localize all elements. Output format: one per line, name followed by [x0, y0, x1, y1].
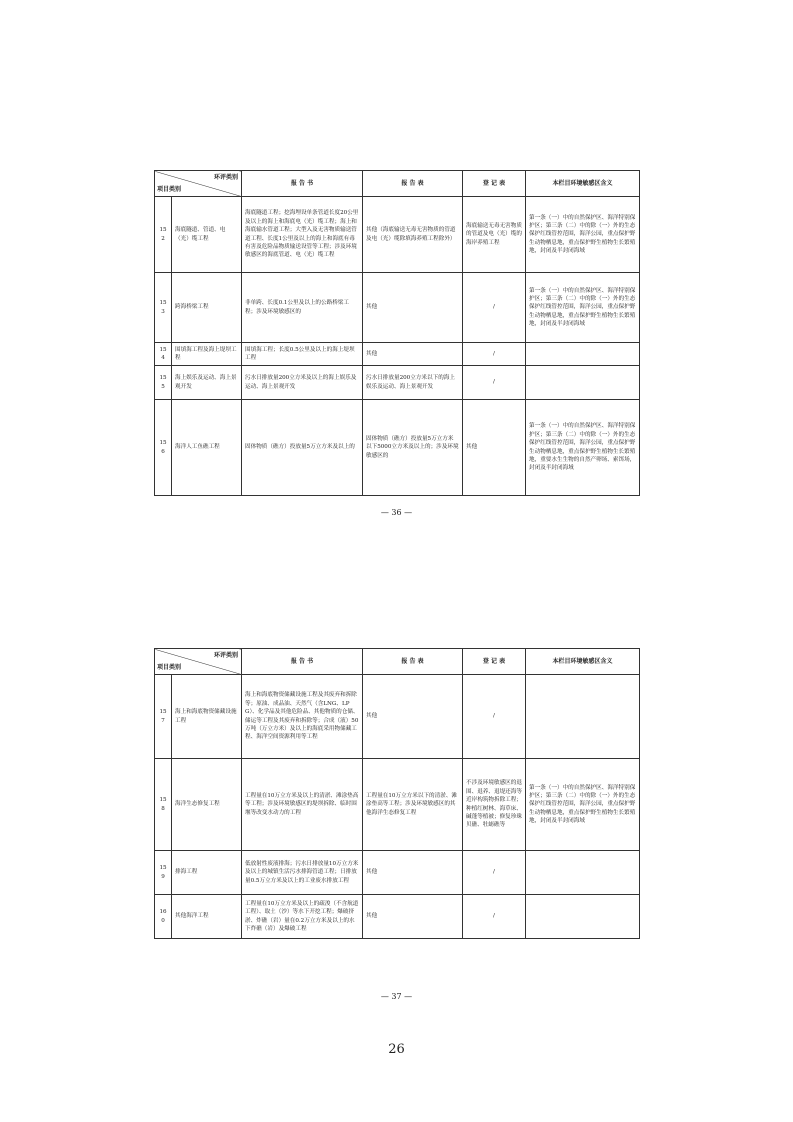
report-form-cell: 其他（海底输送无毒无害物质的管道及电（光）缆除填海养殖工程除外）: [363, 197, 463, 273]
report-book-cell: 非单跨、长度0.1公里及以上的公路桥梁工程；涉及环境敏感区的: [242, 273, 363, 343]
registration-cell: /: [463, 895, 526, 939]
project-category: 海底隧道、管道、电（光）缆工程: [172, 197, 242, 273]
project-category: 围填海工程及海上堤坝工程: [172, 343, 242, 366]
report-form-cell: 污水日排放量200立方米以下的海上娱乐及运动、海上景观开发: [363, 366, 463, 400]
report-form-cell: 其他: [363, 273, 463, 343]
row-number: 158: [155, 759, 172, 851]
table-row: [155, 343, 640, 366]
report-book-cell: 固体物质（礁方）投放量5万立方米及以上的: [242, 400, 363, 496]
sensitive-area-cell: 第一条（一）中的自然保护区、海洋特别保护区；第三条（二）中的除（一）外的生态保护红线管控范围，海洋公园，重点保护野生动物栖息地，重点保护野生植物生长繁殖地，封闭及半封闭海域: [526, 197, 640, 273]
sensitive-area-cell: 第一条（一）中的自然保护区、海洋特别保护区；第三条（二）中的除（一）外的生态保护红线管控范围，海洋公园，重点保护野生动物栖息地，重点保护野生植物生长繁殖地，封闭及半封闭海域: [526, 759, 640, 851]
report-book-cell: 低放射性废液排海；污水日排放量10万立方米及以上的城镇生活污水排海管道工程；日排放量0.5万立方米及以上的工业废水排放工程: [242, 851, 363, 895]
table-row: [155, 400, 640, 496]
row-number: 153: [155, 273, 172, 343]
header-report-book: 报 告 书: [242, 171, 363, 197]
registration-cell: 不涉及环境敏感区的退围、退养、退堤还海等近岸构筑物拆除工程；种植红树林、海草床、碱蓬等植被；修复珍珠贝礁、牡蛎礁等: [463, 759, 526, 851]
project-category: 跨海桥梁工程: [172, 273, 242, 343]
table-row: [155, 366, 640, 400]
row-number: 159: [155, 851, 172, 895]
row-number: 152: [155, 197, 172, 273]
header-registration-form: 登 记 表: [463, 649, 526, 675]
row-number: 154: [155, 343, 172, 366]
registration-cell: /: [463, 343, 526, 366]
header-env-category: 环评类别: [213, 652, 238, 659]
registration-cell: /: [463, 851, 526, 895]
table-header-row: [155, 171, 640, 197]
sensitive-area-cell: 第一条（一）中的自然保护区、海洋特别保护区；第三条（二）中的除（一）外的生态保护红线管控范围，海洋公园，重点保护野生动物栖息地，重点保护野生植物生长繁殖地，封闭及半封闭海域: [526, 273, 640, 343]
report-book-cell: 工程量在10万立方米及以上的清淤、滩涂垫高等工程；涉及环境敏感区的堤坝拆除、临时围堰等改变水动力的工程: [242, 759, 363, 851]
table-header-row: [155, 649, 640, 675]
sensitive-area-cell: 第一条（一）中的自然保护区、海洋特别保护区；第三条（二）中的除（一）外的生态保护红线管控范围，海洋公园，重点保护野生动物栖息地，重点保护野生植物生长繁殖地，重要水生生物的自然产卵场、索饵场，封闭及半封闭海域: [526, 400, 640, 496]
diagonal-header-cell: [155, 649, 242, 675]
table-row: [155, 273, 640, 343]
report-form-cell: 固体物质（礁方）投放量5万立方米以下5000立方米及以上的；涉及环境敏感区的: [363, 400, 463, 496]
table-row: [155, 759, 640, 851]
report-form-cell: 工程量在10万立方米以下的清淤、滩涂垫高等工程；涉及环境敏感区的其他海洋生态修复工程: [363, 759, 463, 851]
report-form-cell: 其他: [363, 895, 463, 939]
row-number: 156: [155, 400, 172, 496]
report-form-cell: 其他: [363, 851, 463, 895]
report-book-cell: 工程量在10万立方米及以上的疏浚（不含航道工程）、取土（沙）等水下开挖工程；爆破挤淤、炸礁（岩）量在0.2万立方米及以上的水下炸礁（岩）及爆破工程: [242, 895, 363, 939]
eia-table-page-37: [154, 648, 640, 939]
sensitive-area-cell: [526, 675, 640, 759]
sensitive-area-cell: [526, 895, 640, 939]
registration-cell: 其他: [463, 400, 526, 496]
report-book-cell: 海上和海底物资储藏设施工程及其废弃和拆除等；原油、成品油、天然气（含LNG、LPG）、化学品及其他危险品、其他物质的仓储、储运等工程及其废弃和拆除等；合成（液）50万吨（万立方米）及以上的海底采用物储藏工程、海洋空间资源利用等工程: [242, 675, 363, 759]
report-form-cell: 其他: [363, 343, 463, 366]
header-project-category: 项目类别: [157, 664, 182, 671]
page-number-37: — 37 —: [380, 992, 413, 1001]
eia-table-page-36: [154, 170, 640, 496]
table-row: [155, 851, 640, 895]
header-registration-form: 登 记 表: [463, 171, 526, 197]
header-report-book: 报 告 书: [242, 649, 363, 675]
report-book-cell: 海底隧道工程；挖海埋设单条管道长度20公里及以上的海上和海底电（光）缆工程；海上和海底输水管道工程；大型入及无害物质输送管道工程、长度1公里及以上的海上和海底有毒有害及危险品物质输送设管等工程；涉及环境敏感区的海底管道、电（光）缆工程: [242, 197, 363, 273]
report-form-cell: 其他: [363, 675, 463, 759]
document-page-number: 26: [388, 1042, 405, 1057]
header-report-form: 报 告 表: [363, 649, 463, 675]
project-category: 海上娱乐及运动、海上景观开发: [172, 366, 242, 400]
page-number-36: — 36 —: [380, 508, 413, 517]
header-env-category: 环评类别: [213, 174, 238, 181]
row-number: 160: [155, 895, 172, 939]
project-category: 海洋人工鱼礁工程: [172, 400, 242, 496]
project-category: 海上和海底物资储藏设施工程: [172, 675, 242, 759]
header-sensitive-area: 本栏目环境敏感区含义: [526, 171, 640, 197]
registration-cell: /: [463, 675, 526, 759]
row-number: 157: [155, 675, 172, 759]
registration-cell: /: [463, 273, 526, 343]
table-row: [155, 197, 640, 273]
registration-cell: /: [463, 366, 526, 400]
sensitive-area-cell: [526, 366, 640, 400]
header-sensitive-area: 本栏目环境敏感区含义: [526, 649, 640, 675]
diagonal-header-cell: [155, 171, 242, 197]
table-row: [155, 675, 640, 759]
header-project-category: 项目类别: [157, 186, 182, 193]
row-number: 155: [155, 366, 172, 400]
project-category: 海洋生态修复工程: [172, 759, 242, 851]
sensitive-area-cell: [526, 851, 640, 895]
sensitive-area-cell: [526, 343, 640, 366]
header-report-form: 报 告 表: [363, 171, 463, 197]
registration-cell: 海底输送无毒无害物质的管道及电（光）缆的海岸养殖工程: [463, 197, 526, 273]
report-book-cell: 围填海工程；长度0.5公里及以上的海上堤坝工程: [242, 343, 363, 366]
table-row: [155, 895, 640, 939]
report-book-cell: 污水日排放量200立方米及以上的海上娱乐及运动、海上景观开发: [242, 366, 363, 400]
project-category: 其他海洋工程: [172, 895, 242, 939]
project-category: 排海工程: [172, 851, 242, 895]
